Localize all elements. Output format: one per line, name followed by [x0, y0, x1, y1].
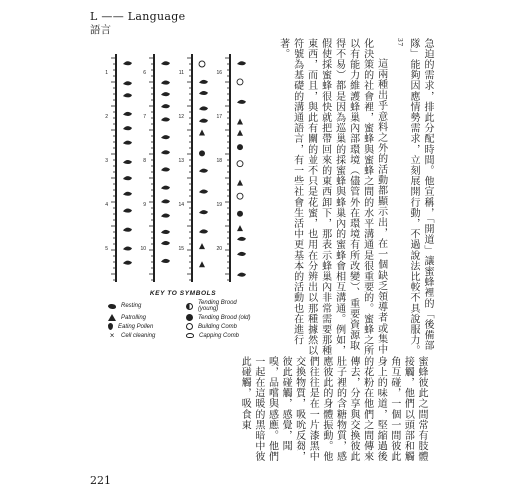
bee-activity-mark [161, 230, 170, 234]
bee-activity-mark [199, 261, 205, 267]
day-label: 12 [178, 114, 184, 120]
day-label: 14 [178, 202, 184, 208]
bee-activity-mark [161, 259, 170, 263]
symbol-key [108, 290, 258, 339]
bee-activity-mark [123, 176, 132, 180]
day-label: 7 [143, 114, 146, 120]
bee-activity-mark [161, 104, 170, 108]
day-label: 1 [105, 70, 108, 76]
key-item [186, 314, 258, 321]
bee-activity-mark [123, 228, 132, 232]
eating-pollen-symbol-icon [108, 323, 113, 330]
bee-activity-mark [123, 112, 132, 116]
bee-activity-mark [123, 192, 132, 196]
key-grid [108, 300, 258, 339]
key-label: Tending Brood (young) [197, 300, 237, 312]
day-label: 13 [178, 158, 184, 164]
bee-activity-mark [161, 199, 170, 203]
key-label: Patrolling [121, 314, 147, 321]
day-label: 9 [143, 202, 146, 208]
day-label: 18 [216, 158, 222, 164]
paragraph-text: 急迫的需求，排此分配時間。他宣稱，「開道」讓蜜蜂裡的「後備部隊」能夠因應情勢需求，立刻展開行動，不過說法比較不具說服力。 [408, 38, 433, 356]
key-label: Tending Brood (old) [198, 314, 251, 321]
bee-activity-mark [199, 106, 208, 110]
bee-activity-mark [123, 141, 132, 145]
day-label: 10 [140, 246, 146, 252]
paragraph: 蜜蜂彼此之間常有肢體接觸，他們以頭部和觸角互碰，一個一間彼此身上的味道，堅縮過後的花粉在他們之間傳來傳去，分享與交換彼此肚子裡的含糖物質，感應彼此的身體振動。他們往往是在一片漆黑中交換物質，吸吮反芻，彼此碰觸，感覺，聞嗅，品嚐與感應。他們一起在這暖的黑暗中彼此碰觸，吸食東 [239, 356, 427, 462]
bee-activity-mark [237, 79, 243, 85]
bee-activity-mark [237, 273, 246, 277]
paragraph: 這兩種出乎意料之外的活動都顯示出，在一個缺乏領導者或集中化決策的社會裡，蜜蜂與蜜蜂之間的水平溝通是很重要的。蜜蜂之所以有能力維護蜂巢內部環境（儘管外在環境有所改變）、重要資源取得不易）都是因為巡巢的採蜜蜂與蜂巢內的蜜蜂會相互溝通。例如，假使採蜜蜂很快就把帶回來的東西卸下，那表示蜂巢內非常需要那種東西，而且，與此有關的並不只是花蜜，也用在分辨出以那種據然以符號為基礎的溝通語言，有一些社會生活中更基本的活動也在進行著。 [277, 38, 387, 356]
day-label: 17 [216, 114, 222, 120]
day-label: 6 [143, 70, 146, 76]
bee-activity-mark [161, 61, 170, 65]
bee-activity-mark [161, 214, 170, 218]
bee-activity-mark [237, 100, 246, 104]
bee-activity-mark [123, 209, 132, 213]
key-label: Building Comb [198, 323, 238, 330]
paragraph [388, 38, 434, 358]
bee-activity-mark [237, 225, 243, 231]
bee-activity-mark [237, 252, 246, 256]
bee-activity-mark [123, 261, 132, 265]
key-label: Capping Comb [199, 332, 240, 339]
bee-activity-mark [199, 80, 208, 84]
key-title: KEY TO SYMBOLS [149, 290, 217, 297]
bee-activity-mark [199, 190, 208, 194]
bee-activity-mark [237, 61, 246, 65]
bee-activity-mark [161, 117, 170, 121]
bee-activity-mark [161, 241, 170, 245]
day-label: 5 [105, 246, 108, 252]
bee-activity-mark [237, 130, 243, 136]
bee-activity-mark [237, 161, 243, 167]
key-label: Eating Pollen [118, 323, 154, 330]
key-item [186, 332, 258, 339]
bee-activity-mark [199, 130, 205, 136]
bee-activity-mark [199, 61, 205, 67]
day-label: 11 [178, 70, 184, 76]
bee-activity-mark [237, 237, 246, 241]
cell-cleaning-symbol-icon [108, 332, 116, 339]
running-head-chinese: 語言 [90, 23, 111, 36]
bee-activity-mark [161, 167, 170, 171]
bee-activity-mark [199, 150, 205, 156]
bee-activity-mark [199, 229, 208, 233]
bee-activity-mark [123, 61, 132, 65]
key-item [108, 332, 180, 339]
day-label: 15 [178, 246, 184, 252]
key-item [186, 323, 258, 330]
bee-activity-mark [161, 135, 170, 139]
bee-activity-mark [161, 186, 170, 190]
bee-activity-mark [199, 91, 208, 95]
bee-activity-mark [161, 92, 170, 96]
main-text-block [264, 38, 434, 358]
capping-comb-symbol-icon [186, 333, 194, 338]
day-label: 16 [216, 70, 222, 76]
bee-activity-mark [123, 160, 132, 164]
bee-activity-mark [199, 210, 208, 214]
bee-activity-mark [161, 150, 170, 154]
day-label: 20 [216, 246, 222, 252]
activity-columns-svg [98, 50, 258, 288]
key-label: Cell cleaning [121, 332, 156, 339]
bee-activity-mark [237, 144, 243, 150]
bee-activity-mark [161, 81, 170, 85]
running-head-english: L —— Language [90, 10, 186, 23]
running-head [90, 10, 185, 37]
patrolling-symbol-icon [108, 314, 116, 321]
tending-young-symbol-icon [186, 303, 193, 310]
day-label: 4 [105, 202, 108, 208]
key-item [186, 300, 258, 312]
key-item [108, 314, 180, 321]
bee-activity-mark [237, 193, 243, 199]
bee-activity-mark [199, 119, 208, 123]
bee-activity-mark [123, 126, 132, 130]
bee-activity-mark [199, 169, 208, 173]
bee-activity-mark [237, 211, 243, 217]
building-comb-symbol-icon [186, 323, 193, 330]
day-label: 8 [143, 158, 146, 164]
key-item [108, 323, 180, 330]
page-number: 221 [90, 474, 111, 487]
bee-activity-mark [237, 118, 243, 124]
tending-old-symbol-icon [186, 314, 193, 321]
key-label: Resting [121, 303, 142, 309]
bee-activity-mark [123, 246, 132, 250]
day-label: 19 [216, 202, 222, 208]
day-label: 2 [105, 114, 108, 120]
bee-activity-mark [199, 243, 205, 249]
resting-symbol-icon [108, 304, 116, 309]
lower-text-block [239, 356, 428, 468]
bee-activity-mark [123, 81, 132, 85]
key-item [108, 300, 180, 312]
day-label: 3 [105, 158, 108, 164]
bee-activity-mark [123, 93, 132, 97]
footnote-ref: 37 [396, 38, 403, 47]
bee-activity-figure [98, 50, 258, 288]
bee-activity-mark [237, 180, 243, 186]
